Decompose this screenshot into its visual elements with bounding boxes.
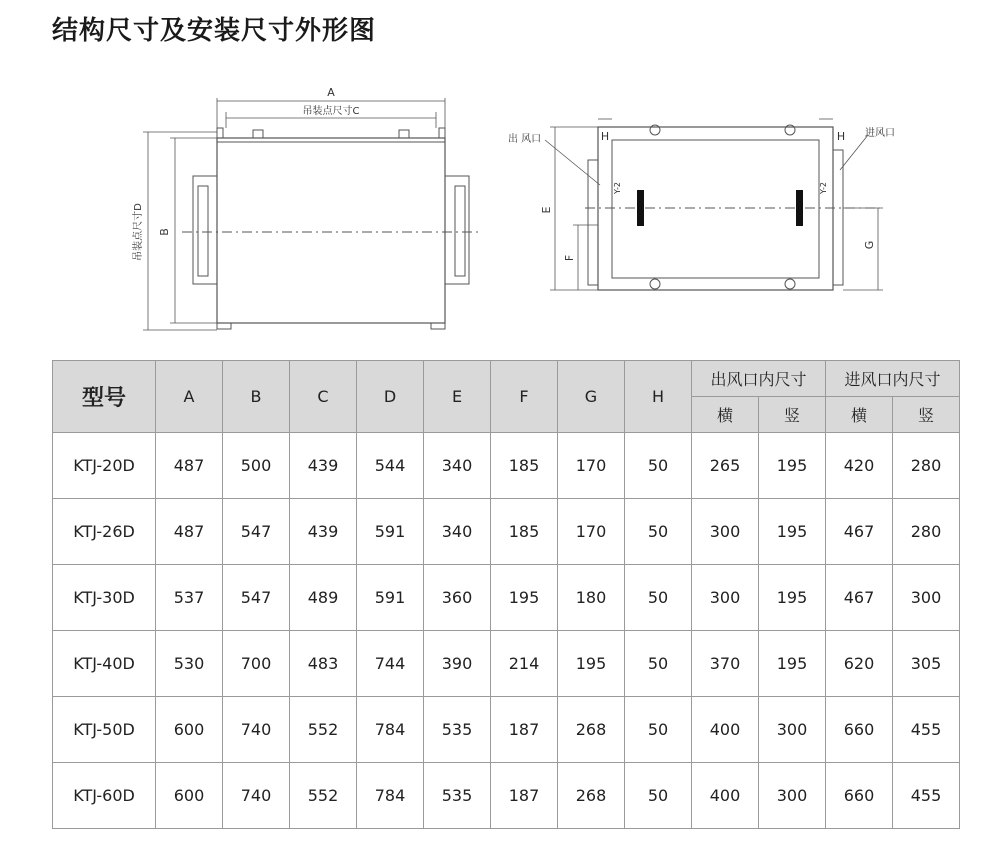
column-header: C — [290, 361, 357, 433]
value-cell: 535 — [424, 763, 491, 829]
value-cell: 591 — [357, 499, 424, 565]
value-cell: 280 — [893, 499, 960, 565]
value-cell: 420 — [826, 433, 893, 499]
dim-c-label: 吊装点尺寸C — [302, 106, 360, 117]
table-row — [53, 697, 960, 763]
model-cell: KTJ-60D — [53, 763, 156, 829]
mark-left-label: Y-2 — [613, 182, 622, 194]
value-cell: 300 — [692, 499, 759, 565]
value-cell: 50 — [625, 631, 692, 697]
value-cell: 500 — [223, 433, 290, 499]
value-cell: 187 — [491, 697, 558, 763]
value-cell: 487 — [156, 433, 223, 499]
column-header: E — [424, 361, 491, 433]
value-cell: 784 — [357, 697, 424, 763]
sub-header: 横 — [826, 397, 893, 433]
dim-b-label: B — [158, 228, 171, 236]
table-row — [53, 565, 960, 631]
table-row — [53, 763, 960, 829]
model-cell: KTJ-26D — [53, 499, 156, 565]
inlet-group-header: 进风口内尺寸 — [826, 361, 960, 397]
value-cell: 195 — [759, 565, 826, 631]
value-cell: 400 — [692, 763, 759, 829]
value-cell: 340 — [424, 499, 491, 565]
dim-d-label: 吊装点尺寸D — [133, 203, 144, 261]
value-cell: 591 — [357, 565, 424, 631]
table-row — [53, 631, 960, 697]
outlet-group-header: 出风口内尺寸 — [692, 361, 826, 397]
page-title: 结构尺寸及安装尺寸外形图 — [52, 16, 377, 46]
model-cell: KTJ-20D — [53, 433, 156, 499]
value-cell: 467 — [826, 565, 893, 631]
value-cell: 547 — [223, 565, 290, 631]
value-cell: 400 — [692, 697, 759, 763]
value-cell: 740 — [223, 763, 290, 829]
dim-h-left-label: H — [600, 130, 610, 143]
value-cell: 195 — [491, 565, 558, 631]
value-cell: 483 — [290, 631, 357, 697]
value-cell: 370 — [692, 631, 759, 697]
value-cell: 180 — [558, 565, 625, 631]
value-cell: 784 — [357, 763, 424, 829]
value-cell: 620 — [826, 631, 893, 697]
value-cell: 195 — [759, 433, 826, 499]
dim-h-right-label: H — [836, 130, 846, 143]
value-cell: 530 — [156, 631, 223, 697]
inlet-label: 进风口 — [865, 128, 895, 139]
value-cell: 300 — [692, 565, 759, 631]
value-cell: 544 — [357, 433, 424, 499]
value-cell: 467 — [826, 499, 893, 565]
value-cell: 547 — [223, 499, 290, 565]
inlet-bar — [796, 190, 803, 226]
model-cell: KTJ-50D — [53, 697, 156, 763]
model-cell: KTJ-40D — [53, 631, 156, 697]
outlet-label: 出 风口 — [508, 134, 542, 145]
value-cell: 552 — [290, 763, 357, 829]
value-cell: 300 — [759, 697, 826, 763]
dim-a-label: A — [327, 86, 335, 99]
value-cell: 455 — [893, 763, 960, 829]
value-cell: 300 — [893, 565, 960, 631]
table-row — [53, 499, 960, 565]
spec-table-body — [53, 433, 960, 829]
column-header: F — [491, 361, 558, 433]
value-cell: 195 — [759, 499, 826, 565]
mark-right-label: Y-2 — [819, 182, 828, 194]
model-header: 型号 — [53, 361, 156, 433]
value-cell: 439 — [290, 499, 357, 565]
value-cell: 195 — [558, 631, 625, 697]
value-cell: 700 — [223, 631, 290, 697]
value-cell: 489 — [290, 565, 357, 631]
value-cell: 660 — [826, 763, 893, 829]
value-cell: 50 — [625, 433, 692, 499]
column-header: A — [156, 361, 223, 433]
value-cell: 170 — [558, 499, 625, 565]
value-cell: 744 — [357, 631, 424, 697]
value-cell: 50 — [625, 565, 692, 631]
value-cell: 268 — [558, 697, 625, 763]
end-view-drawing — [545, 119, 883, 290]
sub-header: 横 — [692, 397, 759, 433]
value-cell: 305 — [893, 631, 960, 697]
value-cell: 265 — [692, 433, 759, 499]
value-cell: 280 — [893, 433, 960, 499]
value-cell: 185 — [491, 433, 558, 499]
model-cell: KTJ-30D — [53, 565, 156, 631]
value-cell: 535 — [424, 697, 491, 763]
value-cell: 600 — [156, 763, 223, 829]
value-cell: 537 — [156, 565, 223, 631]
value-cell: 439 — [290, 433, 357, 499]
value-cell: 340 — [424, 433, 491, 499]
value-cell: 50 — [625, 697, 692, 763]
value-cell: 195 — [759, 631, 826, 697]
value-cell: 390 — [424, 631, 491, 697]
value-cell: 268 — [558, 763, 625, 829]
spec-table — [52, 360, 960, 829]
value-cell: 360 — [424, 565, 491, 631]
column-header: G — [558, 361, 625, 433]
dim-e-label: E — [540, 206, 553, 214]
value-cell: 187 — [491, 763, 558, 829]
outlet-bar — [637, 190, 644, 226]
column-header: D — [357, 361, 424, 433]
value-cell: 487 — [156, 499, 223, 565]
dim-f-label: F — [563, 254, 576, 262]
sub-header: 竖 — [893, 397, 960, 433]
value-cell: 50 — [625, 499, 692, 565]
value-cell: 170 — [558, 433, 625, 499]
column-header: B — [223, 361, 290, 433]
column-header: H — [625, 361, 692, 433]
value-cell: 600 — [156, 697, 223, 763]
value-cell: 455 — [893, 697, 960, 763]
value-cell: 660 — [826, 697, 893, 763]
sub-header: 竖 — [759, 397, 826, 433]
side-view-drawing — [143, 98, 480, 330]
value-cell: 50 — [625, 763, 692, 829]
value-cell: 300 — [759, 763, 826, 829]
dim-g-label: G — [863, 240, 876, 250]
value-cell: 214 — [491, 631, 558, 697]
value-cell: 552 — [290, 697, 357, 763]
value-cell: 740 — [223, 697, 290, 763]
value-cell: 185 — [491, 499, 558, 565]
table-row — [53, 433, 960, 499]
outline-drawing — [0, 0, 1000, 350]
